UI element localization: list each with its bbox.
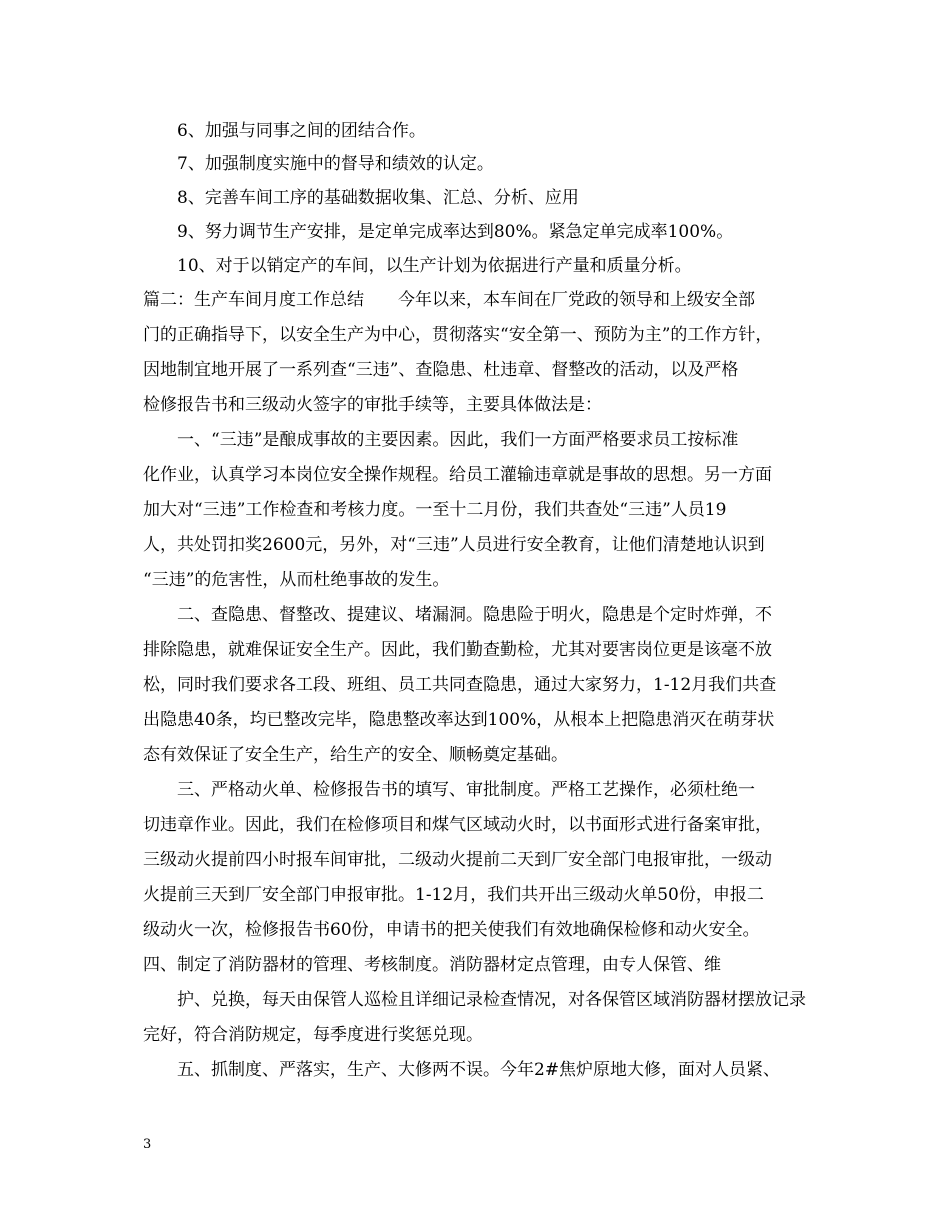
text-line: 火提前三天到厂安全部门申报审批。1-12月，我们共开出三级动火单50份，申报二 [143, 885, 764, 905]
text-line: 加大对“三违”工作检查和考核力度。一至十二月份，我们共查处“三违”人员19 [143, 500, 727, 520]
text-line: 级动火一次，检修报告书60份，申请书的把关使我们有效地确保检修和动火安全。 [143, 920, 760, 940]
text-line: 7、加强制度实施中的督导和绩效的认定。 [177, 154, 494, 174]
text-line: 松，同时我们要求各工段、班组、员工共同查隐患，通过大家努力，1-12月我们共查 [143, 675, 777, 695]
text-line: 出隐患40条，均已整改完毕，隐患整改率达到100%，从根本上把隐患消灭在萌芽状 [143, 710, 775, 730]
text-line: 一、“三违”是酿成事故的主要因素。因此，我们一方面严格要求员工按标准 [177, 430, 739, 450]
text-line: 篇二：生产车间月度工作总结 今年以来，本车间在厂党政的领导和上级安全部 [143, 290, 755, 310]
text-line: 9、努力调节生产安排，是定单完成率达到80%。紧急定单完成率100%。 [177, 222, 734, 242]
text-line: 排除隐患，就难保证安全生产。因此，我们勤查勤检，尤其对要害岗位更是该毫不放 [143, 640, 772, 660]
text-line: 护、兑换，每天由保管人巡检且详细记录检查情况，对各保管区域消防器材摆放记录 [177, 990, 806, 1010]
text-line: 四、制定了消防器材的管理、考核制度。消防器材定点管理，由专人保管、维 [143, 955, 721, 975]
text-line: 8、完善车间工序的基础数据收集、汇总、分析、应用 [177, 188, 579, 208]
text-line: 化作业，认真学习本岗位安全操作规程。给员工灌输违章就是事故的思想。另一方面 [143, 465, 772, 485]
text-line: 三级动火提前四小时报车间审批，二级动火提前二天到厂安全部门电报审批，一级动 [143, 850, 772, 870]
text-line: 6、加强与同事之间的团结合作。 [177, 121, 426, 141]
page-number: 3 [143, 1137, 152, 1152]
text-line: “三违”的危害性，从而杜绝事故的发生。 [143, 570, 450, 590]
text-line: 二、查隐患、督整改、提建议、堵漏洞。隐患险于明火，隐患是个定时炸弹，不 [177, 605, 772, 625]
text-line: 人，共处罚扣奖2600元，另外，对“三违”人员进行安全教育，让他们清楚地认识到 [143, 535, 765, 555]
text-line: 因地制宜地开展了一系列查“三违”、查隐患、杜违章、督整改的活动，以及严格 [143, 360, 739, 380]
text-line: 态有效保证了安全生产，给生产的安全、顺畅奠定基础。 [143, 745, 568, 765]
text-line: 切违章作业。因此，我们在检修项目和煤气区域动火时，以书面形式进行备案审批， [143, 815, 772, 835]
text-line: 门的正确指导下，以安全生产为中心，贯彻落实“安全第一、预防为主”的工作方针， [143, 325, 773, 345]
text-line: 完好，符合消防规定，每季度进行奖惩兑现。 [143, 1025, 483, 1045]
text-line: 10、对于以销定产的车间，以生产计划为依据进行产量和质量分析。 [177, 256, 692, 276]
text-line: 检修报告书和三级动火签字的审批手续等，主要具体做法是： [143, 395, 602, 415]
text-line: 五、抓制度、严落实，生产、大修两不误。今年2#焦炉原地大修，面对人员紧、 [177, 1060, 781, 1080]
text-line: 三、严格动火单、检修报告书的填写、审批制度。严格工艺操作，必须杜绝一 [177, 780, 755, 800]
